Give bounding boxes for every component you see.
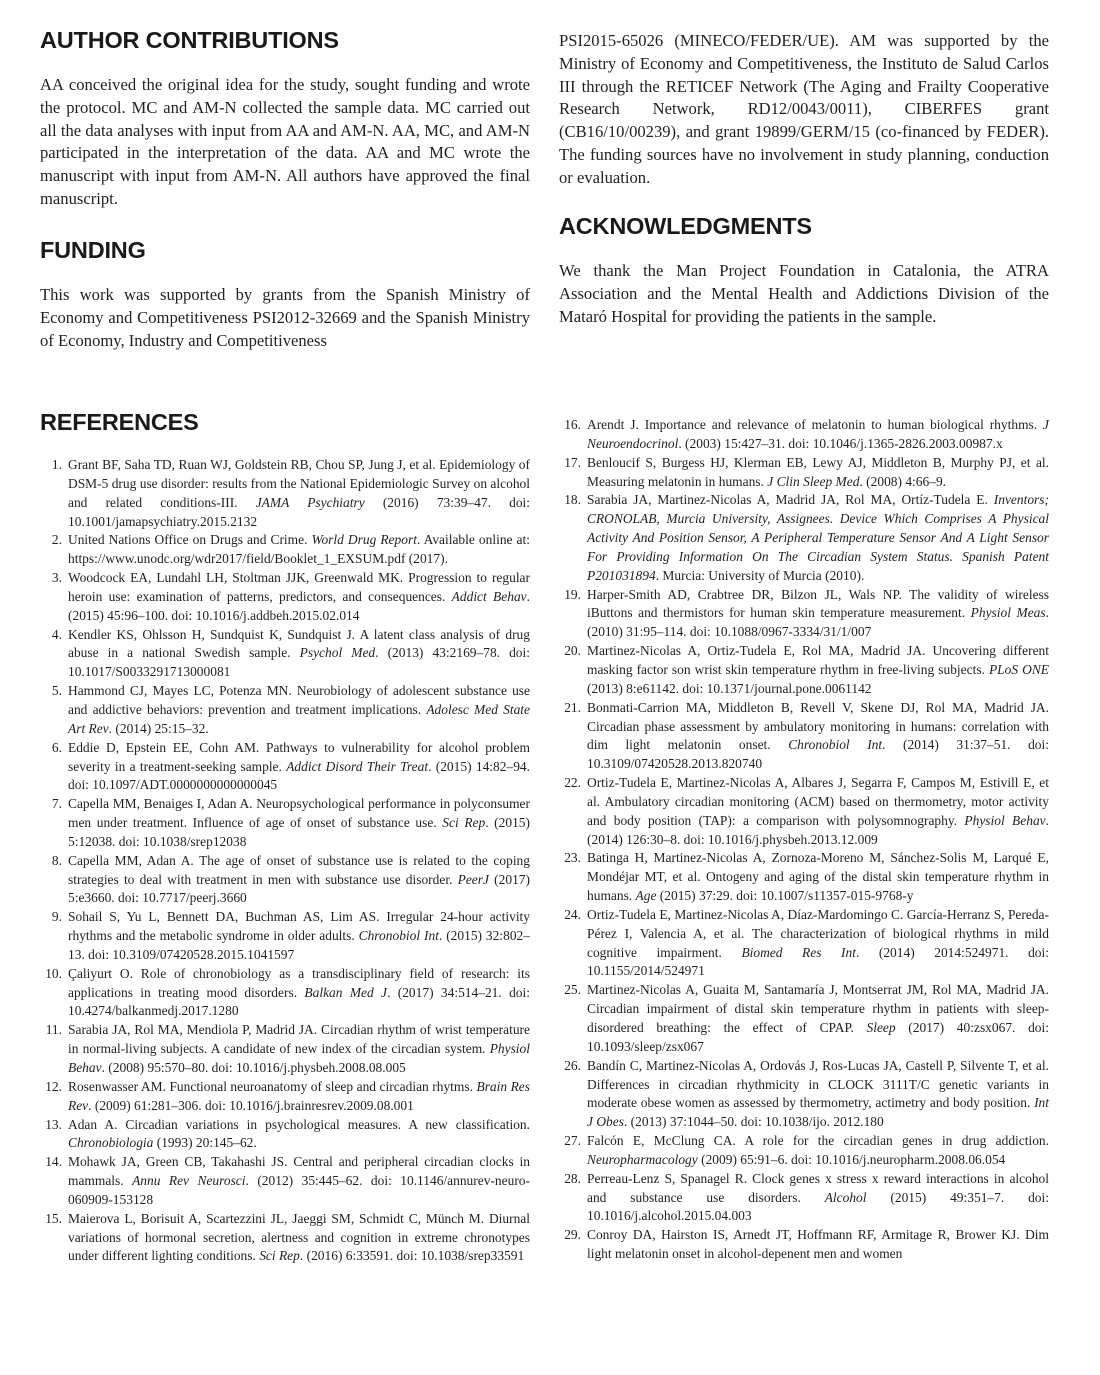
reference-item [559, 1132, 1049, 1170]
acknowledgments-text: We thank the Man Project Foundation in Catalonia, the ATRA Association and the Mental Health and Addictions Division of the Mataró Hospital for providing the patients in the sample. [559, 261, 1049, 326]
reference-journal: Chronobiol Int [788, 737, 883, 753]
funding-text-continued: PSI2015-65026 (MINECO/FEDER/UE). AM was supported by the Ministry of Economy and Competitiveness, the Instituto de Salud Carlos III through the RETICEF Network (The Aging and Frailty Cooperative Research Network, RD12/0043/0011), CIBERFES grant (CB16/10/00239), and grant 19899/GERM/15 (co-financed by FEDER). The funding sources have no involvement in study planning, conduction or evaluation. [559, 31, 1049, 187]
reference-number: 6. [51, 739, 62, 755]
reference-citation: . (2015) 5:12038. doi: 10.1038/srep12038 [68, 815, 531, 849]
author-contributions-section [40, 26, 530, 211]
reference-text: Eddie D, Epstein EE, Cohn AM. Pathways to vulnerability for alcohol problem severity in a treatment-seeking sample. [68, 739, 530, 774]
reference-item [40, 1116, 530, 1154]
reference-text: Woodcock EA, Lundahl LH, Stoltman JJK, Greenwald MK. Progression to regular heroin use: examination of patterns, predictors, and consequences. [68, 570, 530, 604]
reference-citation: (1993) 20:145–62. [153, 1135, 257, 1151]
reference-text: Çaliyurt O. Role of chronobiology as a transdisciplinary field of research: its applications in treating mood disorders. [68, 965, 530, 1000]
reference-item [40, 852, 530, 909]
reference-number: 9. [51, 909, 62, 925]
reference-item [40, 795, 530, 852]
reference-item [40, 626, 530, 683]
funding-section [40, 236, 530, 352]
reference-citation: . (2010) 31:95–114. doi: 10.1088/0967-3334/31/1/007 [587, 605, 1049, 640]
reference-item [559, 586, 1049, 643]
references-continued [559, 416, 1049, 1264]
reference-number: 29. [564, 1227, 581, 1243]
reference-text: Ortiz-Tudela E, Martinez-Nicolas A, Albares J, Segarra F, Campos M, Estivill E, et al. Ambulatory circadian monitoring (ACM) based on thermometry, motor activity and body position (TAP): a comparison with polysomnography. [587, 775, 1049, 828]
reference-item [40, 1210, 530, 1267]
reference-text: Benloucif S, Burgess HJ, Klerman EB, Lewy AJ, Middleton B, Murphy PJ, et al. Measuring melatonin in humans. [587, 454, 1049, 489]
acknowledgments-section [559, 212, 1049, 328]
reference-item [40, 531, 530, 569]
reference-text: Falcón E, McClung CA. A role for the circadian genes in drug addiction. [587, 1133, 1049, 1149]
reference-citation: . (2014) 126:30–8. doi: 10.1016/j.physbeh.2013.12.009 [587, 812, 1049, 847]
reference-citation: . (2008) 4:66–9. [859, 473, 947, 489]
reference-item [40, 569, 530, 626]
reference-text: Capella MM, Adan A. The age of onset of substance use is related to the coping strategies to deal with treatment in men with substance use disorder. [68, 852, 530, 887]
reference-number: 19. [564, 586, 581, 602]
reference-item [559, 906, 1049, 981]
reference-citation: . (2013) 37:1044–50. doi: 10.1038/ijo. 2012.180 [623, 1114, 884, 1130]
reference-citation: (2013) 8:e61142. doi: 10.1371/journal.pone.0061142 [587, 680, 872, 696]
reference-journal: J Clin Sleep Med [767, 473, 860, 489]
reference-number: 12. [45, 1078, 62, 1094]
reference-number: 13. [45, 1116, 62, 1132]
reference-citation: (2016) 73:39–47. doi: 10.1001/jamapsychiatry.2015.2132 [68, 494, 531, 529]
reference-text: Perreau-Lenz S, Spanagel R. Clock genes x stress x reward interactions in alcohol and substance use disorders. [587, 1170, 1049, 1205]
reference-text: Martinez-Nicolas A, Ortiz-Tudela E, Rol MA, Madrid JA. Uncovering different masking factor son wrist skin temperature rhythm in free-living subjects. [587, 643, 1049, 677]
reference-text: Grant BF, Saha TD, Ruan WJ, Goldstein RB, Chou SP, Jung J, et al. Epidemiology of DSM-5 drug use disorder: results from the National Epidemiologic Survey on alcohol and related conditions-III. [68, 457, 530, 510]
reference-text: Maierova L, Borisuit A, Scartezzini JL, Jaeggi SM, Schmidt C, Münch M. Diurnal variations of hormonal secretion, alertness and cognition in extreme chronotypes under different lighting conditions. [68, 1210, 530, 1264]
reference-text: Ortiz-Tudela E, Martinez-Nicolas A, Díaz-Mardomingo C. García-Herranz S, Pereda-Pérez I, Valencia A, et al. The characterization of biological rhythms in mild cognitive impairment. [587, 906, 1049, 960]
reference-item [40, 739, 530, 796]
reference-text: Adan A. Circadian variations in psychological measures. A new classification. [68, 1116, 530, 1132]
reference-item [559, 1057, 1049, 1132]
reference-number: 17. [564, 454, 581, 470]
reference-number: 25. [564, 982, 581, 998]
references-section [40, 408, 530, 1266]
reference-text: Sarabia JA, Rol MA, Mendiola P, Madrid JA. Circadian rhythm of wrist temperature in normal-living subjects. A candidate of new index of the circadian system. [68, 1022, 530, 1057]
reference-number: 20. [564, 643, 581, 659]
reference-journal: Addict Behav [451, 588, 527, 604]
reference-journal: Addict Disord Their Treat [286, 758, 429, 774]
reference-citation: . Murcia: University of Murcia (2010). [655, 567, 865, 583]
reference-item [559, 1170, 1049, 1227]
reference-journal: Biomed Res Int [741, 944, 856, 960]
reference-journal: Annu Rev Neurosci [132, 1173, 246, 1189]
reference-item [40, 682, 530, 739]
reference-number: 1. [51, 457, 62, 472]
reference-journal: Alcohol [824, 1189, 867, 1205]
reference-number: 14. [45, 1154, 62, 1170]
reference-journal: Int J Obes [587, 1095, 1049, 1130]
section-heading-author-contributions: AUTHOR CONTRIBUTIONS [40, 27, 339, 53]
reference-text: Bonmati-Carrion MA, Middleton B, Revell V, Skene DJ, Rol MA, Madrid JA. Circadian phase assessment by ambulatory monitoring in humans: correlation with dim light melatonin onset. [587, 699, 1049, 753]
reference-citation: . (2012) 35:445–62. doi: 10.1146/annurev-neuro-060909-153128 [68, 1173, 530, 1207]
reference-journal: PeerJ [457, 871, 489, 887]
references-list-right [559, 416, 1049, 1264]
reference-item [559, 981, 1049, 1056]
reference-journal: Brain Res Rev [68, 1078, 531, 1113]
reference-number: 16. [564, 417, 581, 432]
reference-number: 21. [564, 699, 581, 715]
reference-citation: . (2017) 34:514–21. doi: 10.4274/balkanmedj.2017.1280 [68, 984, 530, 1019]
references-list-left [40, 456, 530, 1266]
reference-text: Martinez-Nicolas A, Guaita M, Santamaría J, Montserrat JM, Rol MA, Madrid JA. Circadian impairment of distal skin temperature rhythm in patients with sleep-disordered breathing: the effect of CPAP. [587, 982, 1049, 1035]
reference-item [559, 699, 1049, 774]
reference-number: 18. [564, 492, 581, 508]
reference-citation: . (2013) 43:2169–78. doi: 10.1017/S0033291713000081 [68, 645, 530, 680]
reference-text: Hammond CJ, Mayes LC, Potenza MN. Neurobiology of adolescent substance use and addictive behaviors: prevention and treatment implications. [68, 683, 530, 717]
reference-item [559, 491, 1049, 585]
reference-journal: Psychol Med [299, 645, 376, 661]
reference-item [559, 1226, 1049, 1264]
reference-number: 8. [51, 852, 62, 868]
reference-citation: . (2015) 45:96–100. doi: 10.1016/j.addbeh.2015.02.014 [68, 588, 530, 623]
reference-number: 10. [45, 965, 62, 981]
reference-journal: Physiol Behav [964, 812, 1046, 828]
reference-citation: . (2016) 6:33591. doi: 10.1038/srep33591 [299, 1248, 525, 1264]
reference-text: Sohail S, Yu L, Bennett DA, Buchman AS, Lim AS. Irregular 24-hour activity rhythms and the metabolic syndrome in older adults. [68, 909, 530, 944]
reference-citation: . (2014) 25:15–32. [108, 720, 209, 736]
reference-number: 5. [51, 683, 62, 699]
reference-number: 4. [51, 626, 62, 642]
reference-journal: PLoS ONE [988, 661, 1049, 677]
reference-citation: . (2003) 15:427–31. doi: 10.1046/j.1365-2826.2003.00987.x [678, 435, 1003, 451]
reference-journal: World Drug Report [311, 532, 417, 548]
reference-journal: Balkan Med J [304, 984, 388, 1000]
reference-number: 24. [564, 906, 581, 922]
reference-text: Harper-Smith AD, Crabtree DR, Bilzon JL, Wals NP. The validity of wireless iButtons and thermistors for human skin temperature measurement. [587, 586, 1049, 621]
reference-item [559, 454, 1049, 492]
reference-item [559, 849, 1049, 906]
reference-journal: Age [635, 888, 657, 904]
reference-item [40, 1153, 530, 1210]
reference-citation: (2015) 37:29. doi: 10.1007/s11357-015-9768-y [656, 888, 914, 904]
reference-text: Batinga H, Martinez-Nicolas A, Zornoza-Moreno M, Sánchez-Solis M, Larqué E, Mondéjar MT, et al. Ontogeny and aging of the distal skin temperature rhythm in humans. [587, 850, 1049, 904]
reference-text: Conroy DA, Hairston IS, Arnedt JT, Hoffmann RF, Armitage R, Brower KJ. Dim light melatonin onset in alcohol-depenent men and women [587, 1227, 1049, 1262]
reference-item [40, 1078, 530, 1116]
reference-number: 28. [564, 1170, 581, 1186]
reference-text: Arendt J. Importance and relevance of melatonin to human biological rhythms. [587, 417, 1044, 432]
reference-citation: . (2015) 14:82–94. doi: 10.1097/ADT.0000000000000045 [68, 758, 530, 793]
reference-citation: (2017) 5:e3660. doi: 10.7717/peerj.3660 [68, 871, 530, 906]
reference-number: 27. [564, 1133, 581, 1149]
reference-journal: Neuropharmacology [587, 1151, 698, 1167]
reference-item [559, 642, 1049, 699]
reference-number: 22. [564, 775, 581, 791]
reference-journal: Sci Rep [259, 1248, 300, 1264]
reference-citation: (2009) 65:91–6. doi: 10.1016/j.neuropharm.2008.06.054 [697, 1151, 1006, 1167]
reference-number: 23. [564, 850, 581, 866]
reference-citation: (2015) 49:351–7. doi: 10.1016/j.alcohol.2015.04.003 [587, 1189, 1049, 1224]
reference-journal: Chronobiol Int [358, 928, 439, 944]
reference-journal: Adolesc Med State Art Rev [68, 701, 530, 736]
reference-text: Bandín C, Martinez-Nicolas A, Ordovás J, Ros-Lucas JA, Castell P, Silvente T, et al. Differences in circadian rhythmicity in CLOCK 3111T/C genetic variants in moderate obese women as assessed by thermometry, actimetry and body position. [587, 1057, 1049, 1111]
reference-item [559, 774, 1049, 849]
reference-citation: . Available online at: https://www.unodc.org/wdr2017/field/Booklet_1_EXSUM.pdf (2017). [68, 532, 530, 567]
reference-item [559, 416, 1049, 454]
reference-item [40, 965, 530, 1022]
reference-number: 26. [564, 1057, 581, 1073]
reference-citation: . (2015) 32:802–13. doi: 10.3109/07420528.2015.1041597 [68, 928, 530, 962]
reference-journal: Inventors; CRONOLAB, Murcia University, Assignees. Device Which Comprises A Physical Activity And Position Sensor, A Peripheral Temperature Sensor And A Light Sensor For Providing Information On The Circadian System Status. Spanish Patent P201031894 [587, 492, 1049, 583]
reference-journal: Chronobiologia [68, 1135, 154, 1151]
reference-item [40, 908, 530, 965]
section-heading-acknowledgments: ACKNOWLEDGMENTS [559, 213, 812, 239]
reference-number: 15. [45, 1210, 62, 1226]
reference-number: 2. [51, 532, 62, 548]
reference-citation: (2017) 40:zsx067. doi: 10.1093/sleep/zsx067 [587, 1020, 1049, 1054]
reference-journal: JAMA Psychiatry [255, 494, 365, 510]
reference-number: 7. [51, 796, 62, 812]
reference-text: Kendler KS, Ohlsson H, Sundquist K, Sundquist J. A latent class analysis of drug abuse in a national Swedish sample. [68, 626, 530, 661]
reference-text: Mohawk JA, Green CB, Takahashi JS. Central and peripheral circadian clocks in mammals. [68, 1154, 530, 1189]
reference-journal: J Neuroendocrinol [587, 417, 1049, 451]
reference-text: Capella MM, Benaiges I, Adan A. Neuropsychological performance in polyconsumer men under treatment. Influence of age of onset of substance use. [68, 796, 530, 831]
section-heading-funding: FUNDING [40, 237, 146, 263]
reference-citation: . (2009) 61:281–306. doi: 10.1016/j.brainresrev.2009.08.001 [88, 1097, 414, 1113]
reference-number: 3. [51, 570, 62, 586]
funding-text: This work was supported by grants from the Spanish Ministry of Economy and Competitiveness PSI2012-32669 and the Spanish Ministry of Economy, Industry and Competitiveness [40, 285, 530, 350]
section-heading-references: REFERENCES [40, 409, 199, 435]
reference-journal: Sleep [866, 1020, 896, 1035]
author-contributions-text: AA conceived the original idea for the study, sought funding and wrote the protocol. MC and AM-N collected the sample data. MC carried out all the data analyses with input from AA and AM-N. AA, MC, and AM-N participated in the interpretation of the data. AA and MC wrote the manuscript with input from AM-N. All authors have approved the final manuscript. [40, 75, 530, 208]
reference-journal: Physiol Behav [68, 1041, 530, 1075]
reference-journal: Sci Rep [442, 815, 486, 831]
reference-citation: . (2014) 2014:524971. doi: 10.1155/2014/524971 [587, 944, 1049, 979]
reference-item [40, 456, 530, 531]
reference-text: United Nations Office on Drugs and Crime. [68, 532, 312, 548]
reference-item [40, 1021, 530, 1078]
reference-text: Rosenwasser AM. Functional neuroanatomy of sleep and circadian rhytms. [68, 1078, 477, 1094]
reference-number: 11. [45, 1022, 62, 1038]
reference-citation: . (2008) 95:570–80. doi: 10.1016/j.physbeh.2008.08.005 [101, 1060, 406, 1075]
reference-journal: Physiol Meas [970, 605, 1046, 621]
funding-continued-section [559, 30, 1049, 190]
reference-text: Sarabia JA, Martinez-Nicolas A, Madrid JA, Rol MA, Ortíz-Tudela E. [587, 492, 994, 508]
reference-citation: . (2014) 31:37–51. doi: 10.3109/07420528.2013.820740 [587, 737, 1049, 772]
